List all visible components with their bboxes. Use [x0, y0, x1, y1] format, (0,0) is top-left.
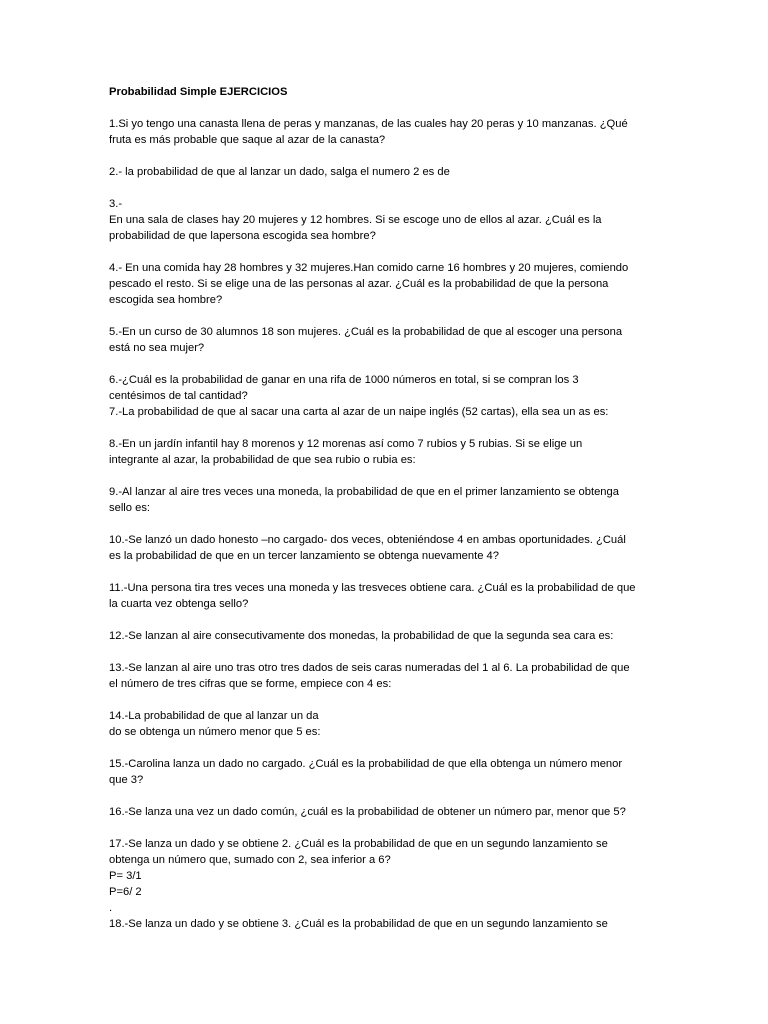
exercise-17-answer-2: P=6/ 2	[109, 886, 142, 898]
exercise-11-line-2: la cuarta vez obtenga sello?	[109, 598, 249, 610]
exercise-9-line-1: 9.-Al lanzar al aire tres veces una moneda, la probabilidad de que en el primer lanzamiento se obtenga	[109, 486, 619, 498]
paragraph-spacer	[109, 148, 669, 164]
exercise-18	[109, 916, 669, 932]
exercise-15-line-1: 15.-Carolina lanza un dado no cargado. ¿Cuál es la probabilidad de que ella obtenga un número menor	[109, 758, 623, 770]
exercise-17-dot: .	[109, 902, 113, 914]
exercise-3-line-3: probabilidad de que lapersona escogida sea hombre?	[109, 230, 376, 242]
exercise-17-line-2: obtenga un número que, sumado con 2, sea inferior a 6?	[109, 854, 391, 866]
exercise-8	[109, 436, 669, 468]
exercise-14-line-1: 14.-La probabilidad de que al lanzar un da	[109, 710, 319, 722]
paragraph-spacer	[109, 420, 669, 436]
exercise-16-line-1: 16.-Se lanza una vez un dado común, ¿cuál es la probabilidad de obtener un número par, menor que 5?	[109, 806, 626, 818]
exercise-1	[109, 116, 669, 148]
exercise-16	[109, 804, 669, 820]
exercise-18-line-1: 18.-Se lanza un dado y se obtiene 3. ¿Cuál es la probabilidad de que en un segundo lanzamiento se	[109, 918, 608, 930]
paragraph-spacer	[109, 516, 669, 532]
exercise-2	[109, 164, 669, 180]
paragraph-spacer	[109, 820, 669, 836]
exercise-17-answer-1: P= 3/1	[109, 870, 142, 882]
paragraph-spacer	[109, 692, 669, 708]
exercise-12	[109, 628, 669, 644]
exercise-6	[109, 372, 669, 404]
exercise-12-line-1: 12.-Se lanzan al aire consecutivamente dos monedas, la probabilidad de que la segunda sea cara es:	[109, 630, 614, 642]
exercise-11	[109, 580, 669, 612]
exercise-2-line-1: 2.- la probabilidad de que al lanzar un dado, salga el numero 2 es de	[109, 166, 450, 178]
paragraph-spacer	[109, 308, 669, 324]
exercise-10	[109, 532, 669, 564]
exercise-1-line-2: fruta es más probable que saque al azar de la canasta?	[109, 134, 386, 146]
exercise-4	[109, 260, 669, 308]
paragraph-spacer	[109, 612, 669, 628]
exercise-10-line-2: es la probabilidad de que en un tercer lanzamiento se obtenga nuevamente 4?	[109, 550, 499, 562]
exercise-7	[109, 404, 669, 420]
exercise-17	[109, 836, 669, 916]
exercise-9	[109, 484, 669, 516]
document-body	[109, 84, 669, 932]
exercise-13	[109, 660, 669, 692]
exercise-3	[109, 196, 669, 244]
exercise-11-line-1: 11.-Una persona tira tres veces una moneda y las tresveces obtiene cara. ¿Cuál es la probabilidad de que	[109, 582, 636, 594]
exercise-4-line-1: 4.- En una comida hay 28 hombres y 32 mujeres.Han comido carne 16 hombres y 20 mujeres, comiendo	[109, 262, 629, 274]
paragraph-spacer	[109, 564, 669, 580]
exercise-14	[109, 708, 669, 740]
exercise-5-line-1: 5.-En un curso de 30 alumnos 18 son mujeres. ¿Cuál es la probabilidad de que al escoger una persona	[109, 326, 623, 338]
exercise-6-line-2: centésimos de tal cantidad?	[109, 390, 248, 402]
exercise-6-line-1: 6.-¿Cuál es la probabilidad de ganar en una rifa de 1000 números en total, si se compran los 3	[109, 374, 579, 386]
exercise-13-line-1: 13.-Se lanzan al aire uno tras otro tres dados de seis caras numeradas del 1 al 6. La probabilidad de que	[109, 662, 630, 674]
exercise-5	[109, 324, 669, 356]
exercise-8-line-2: integrante al azar, la probabilidad de que sea rubio o rubia es:	[109, 454, 416, 466]
exercise-8-line-1: 8.-En un jardín infantil hay 8 morenos y 12 morenas así como 7 rubios y 5 rubias. Si se elige un	[109, 438, 583, 450]
exercise-9-line-2: sello es:	[109, 502, 151, 514]
paragraph-spacer	[109, 788, 669, 804]
exercise-10-line-1: 10.-Se lanzó un dado honesto –no cargado- dos veces, obteniéndose 4 en ambas oportunidades. ¿Cuál	[109, 534, 626, 546]
exercise-17-line-1: 17.-Se lanza un dado y se obtiene 2. ¿Cuál es la probabilidad de que en un segundo lanzamiento se	[109, 838, 608, 850]
exercise-13-line-2: el número de tres cifras que se forme, empiece con 4 es:	[109, 678, 392, 690]
paragraph-spacer	[109, 244, 669, 260]
exercise-4-line-2: pescado el resto. Si se elige una de las personas al azar. ¿Cuál es la probabilidad de que la persona	[109, 278, 609, 290]
exercise-15-line-2: que 3?	[109, 774, 144, 786]
paragraph-spacer	[109, 180, 669, 196]
exercise-4-line-3: escogida sea hombre?	[109, 294, 223, 306]
paragraph-spacer	[109, 100, 669, 116]
exercise-5-line-2: está no sea mujer?	[109, 342, 205, 354]
paragraph-spacer	[109, 356, 669, 372]
exercise-15	[109, 756, 669, 788]
paragraph-spacer	[109, 740, 669, 756]
exercise-3-line-1: 3.-	[109, 198, 123, 210]
exercise-1-line-1: 1.Si yo tengo una canasta llena de peras y manzanas, de las cuales hay 20 peras y 10 manzanas. ¿Qué	[109, 118, 628, 130]
paragraph-spacer	[109, 644, 669, 660]
document-title: Probabilidad Simple EJERCICIOS	[109, 86, 288, 98]
paragraph-spacer	[109, 468, 669, 484]
exercise-3-line-2: En una sala de clases hay 20 mujeres y 12 hombres. Si se escoge uno de ellos al azar. ¿Cuál es la	[109, 214, 602, 226]
exercise-7-line-1: 7.-La probabilidad de que al sacar una carta al azar de un naipe inglés (52 cartas), ella sea un as es:	[109, 406, 609, 418]
exercise-14-line-2: do se obtenga un número menor que 5 es:	[109, 726, 321, 738]
